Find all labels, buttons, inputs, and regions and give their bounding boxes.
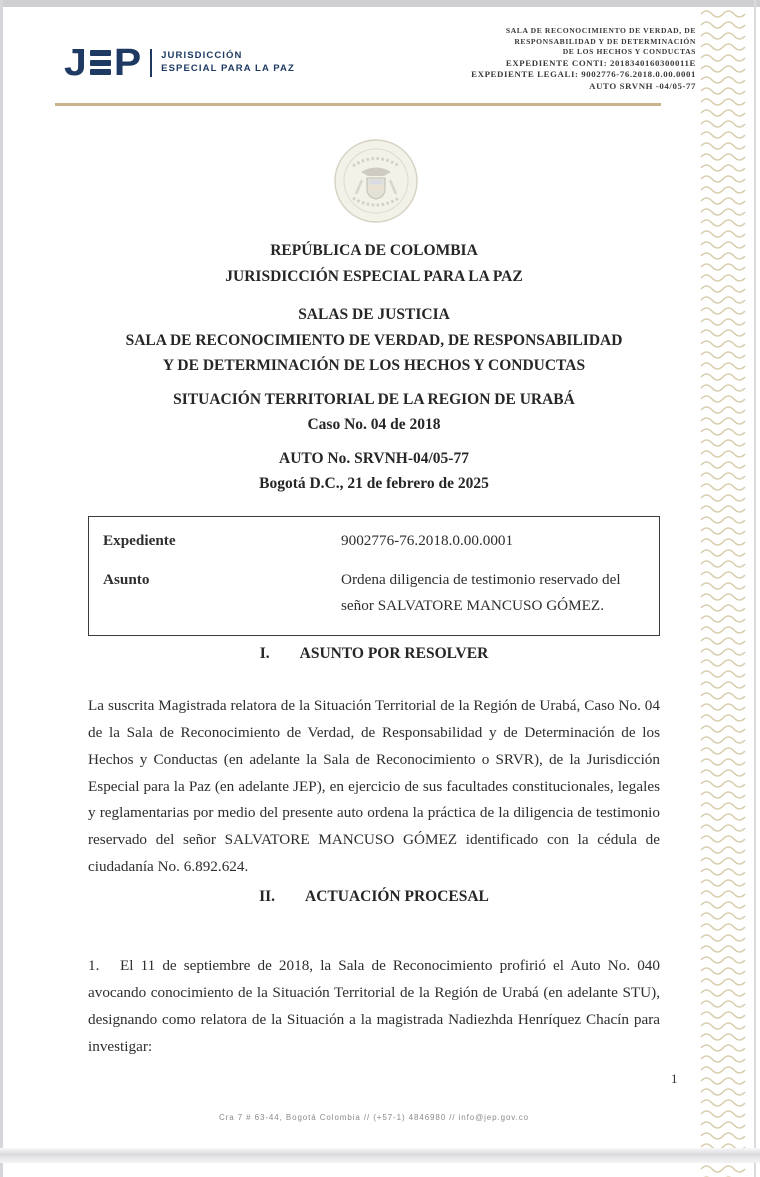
- title-republica: REPÚBLICA DE COLOMBIA: [270, 242, 478, 259]
- title-situacion-territorial: SITUACIÓN TERRITORIAL DE LA REGION DE URABÁ: [173, 390, 575, 408]
- wavy-border-pattern-icon: [700, 7, 746, 1177]
- ref-line-sala-2: RESPONSABILIDAD Y DE DETERMINACIÓN: [514, 36, 696, 46]
- section-heading-asunto-por-resolver: [88, 645, 660, 663]
- title-jurisdiccion: JURISDICCIÓN ESPECIAL PARA LA PAZ: [225, 267, 523, 285]
- header-gold-rule: [55, 103, 661, 106]
- jep-logo-separator: [150, 49, 152, 77]
- section-title-2: ACTUACIÓN PROCESAL: [305, 888, 489, 905]
- title-fecha-lugar: Bogotá D.C., 21 de febrero de 2025: [259, 475, 489, 492]
- section-numeral-1: I.: [259, 645, 270, 662]
- expediente-value: 9002776-76.2018.0.00.0001: [341, 532, 514, 549]
- ref-line-sala-3: DE LOS HECHOS Y CONDUCTAS: [562, 47, 696, 56]
- jep-logo-text: [161, 50, 295, 75]
- paragraph-asunto-por-resolver: La suscrita Magistrada relatora de la Situación Territorial de la Región de Urabá, Caso No. 04 de la Sala de Reconocimiento de Verdad, de Responsabilidad y de Determinación de los Hechos y Conductas (en adelante la Sala de Reconocimiento o SRVR), de la Jurisdicción Especial para la Paz (en adelante JEP), en ejercicio de sus facultades constitucionales, legales y reglamentarias por medio del presente auto ordena la práctica de la diligencia de testimonio reservado del señor SALVATORE MANCUSO GÓMEZ identificado con la cédula de ciudadanía No. 6.892.624.: [88, 697, 660, 875]
- title-auto-numero: AUTO No. SRVNH-04/05-77: [279, 449, 469, 467]
- scan-edge-left: [0, 0, 3, 1177]
- section-title-1: ASUNTO POR RESOLVER: [299, 645, 489, 662]
- asunto-value: Ordena diligencia de testimonio reservado del señor SALVATORE MANCUSO GÓMEZ.: [341, 571, 621, 614]
- paragraph-actuacion-procesal-item-1: [88, 953, 660, 1060]
- case-info-table: [88, 516, 660, 636]
- table-row-asunto: [103, 567, 645, 619]
- document-title-block: [60, 238, 688, 497]
- title-salas-de-justicia: SALAS DE JUSTICIA: [298, 306, 450, 323]
- list-item-number: 1.: [88, 957, 100, 975]
- case-reference-block: [366, 26, 696, 92]
- jep-logo-e-bars-icon: [90, 50, 111, 75]
- page-break-band: [0, 1148, 760, 1163]
- jep-logo-p: P: [113, 40, 142, 84]
- section-numeral-2: II.: [259, 888, 276, 905]
- ref-line-expediente-legali: EXPEDIENTE LEGALI: 9002776-76.2018.0.00.0001: [471, 69, 696, 79]
- ref-line-expediente-conti: EXPEDIENTE CONTI: 2018340160300011E: [505, 57, 696, 68]
- colombia-coat-of-arms-seal-icon: [331, 136, 421, 226]
- page-number: 1: [671, 1071, 678, 1086]
- jep-logo: [64, 42, 295, 83]
- title-sala-reconocimiento-1: SALA DE RECONOCIMIENTO DE VERDAD, DE RESPONSABILIDAD: [125, 331, 623, 349]
- scan-edge-right: [754, 0, 756, 1177]
- title-sala-reconocimiento-2: Y DE DETERMINACIÓN DE LOS HECHOS Y CONDUCTAS: [162, 357, 586, 374]
- title-caso-numero: Caso No. 04 de 2018: [307, 416, 441, 433]
- jep-logo-mark-icon: [64, 42, 141, 83]
- jep-logo-text-line2: ESPECIAL PARA LA PAZ: [161, 62, 295, 74]
- asunto-label: Asunto: [103, 571, 150, 588]
- table-row-expediente: [103, 528, 645, 554]
- scan-edge-top: [0, 0, 760, 7]
- ref-line-sala-1: SALA DE RECONOCIMIENTO DE VERDAD, DE: [505, 26, 696, 35]
- section-heading-actuacion-procesal: [88, 888, 660, 906]
- expediente-label: Expediente: [103, 532, 176, 549]
- jep-logo-text-line1: JURISDICCIÓN: [161, 50, 243, 61]
- ref-line-auto: AUTO SRVNH -04/05-77: [589, 80, 696, 91]
- footer-contact-info: Cra 7 # 63-44, Bogotá Colombia // (+57-1) 4846980 // info@jep.gov.co: [219, 1113, 529, 1122]
- list-item-text: El 11 de septiembre de 2018, la Sala de Reconocimiento profirió el Auto No. 040 avocando conocimiento de la Situación Territorial de la Región de Urabá (en adelante STU), designando como relatora de la Situación a la magistrada Nadiezhda Henríquez Chacín para investigar:: [88, 957, 660, 1055]
- jep-logo-j: J: [64, 40, 87, 84]
